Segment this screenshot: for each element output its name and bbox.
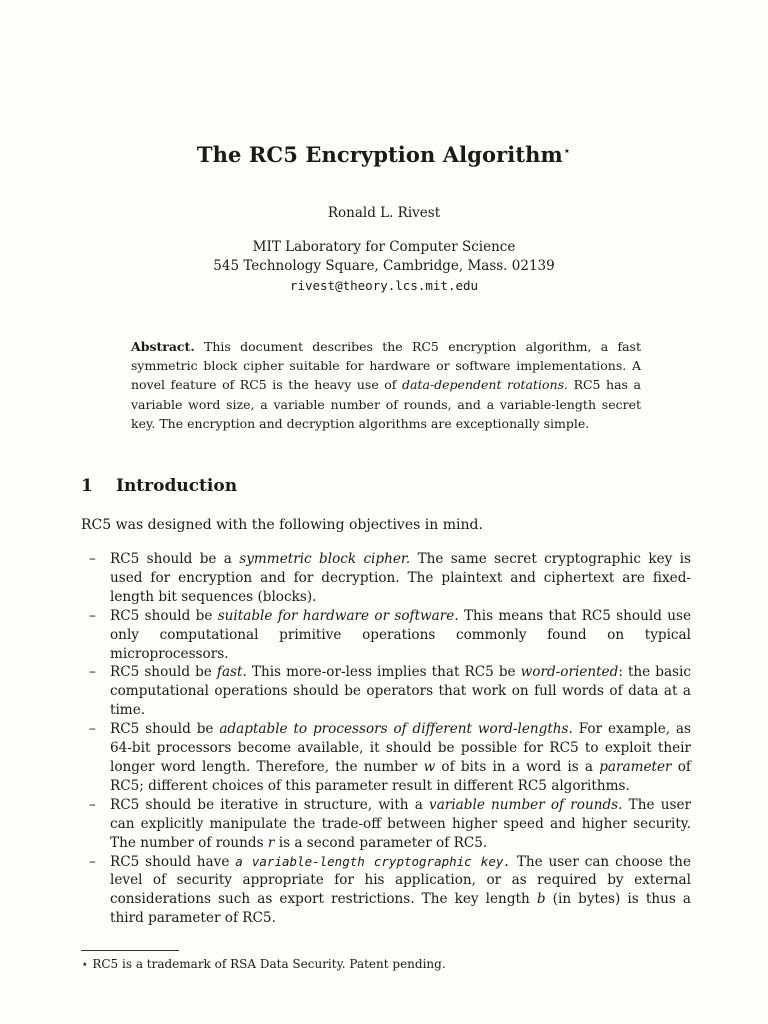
objectives-list — [81, 550, 691, 928]
item-text: is a second parameter of RC5. — [278, 834, 488, 851]
item-text: : the basic computational operations should be operators that work on full words of data at a time. — [110, 664, 691, 719]
bullet-dash: – — [89, 551, 96, 567]
item-text: RC5 should be a — [110, 551, 232, 567]
list-item — [81, 796, 691, 853]
item-emphasis: b — [536, 891, 546, 908]
item-emphasis: variable number of rounds. — [429, 796, 623, 813]
footnote-divider — [81, 950, 179, 951]
item-text: RC5 should be — [110, 607, 213, 624]
item-text: For example, as 64-bit processors become available, it should be possible for RC5 to exploit their longer word length. Therefore, the number — [110, 721, 691, 775]
item-text: of bits in a word is a — [441, 758, 593, 775]
item-text: This means that RC5 should use only computational primitive operations commonly found on typical microprocessors. — [110, 607, 691, 662]
item-emphasis: symmetric block cipher. — [239, 551, 411, 567]
footnote-mark: ⋆ — [81, 957, 89, 971]
paper-title — [0, 142, 768, 167]
section-heading — [81, 476, 237, 496]
bullet-dash: – — [89, 853, 96, 870]
title-text: The RC5 Encryption Algorithm — [196, 142, 563, 167]
item-emphasis: adaptable to processors of different word-lengths. — [219, 721, 573, 738]
item-emphasis: fast. — [216, 664, 247, 681]
abstract-text-1: This document describes the RC5 encryption algorithm, a fast symmetric block cipher suitable for hardware or software implementations. A novel feature of RC5 is the heavy use of — [131, 339, 641, 393]
item-text: of RC5; different choices of this parameter result in different RC5 algorithms. — [110, 758, 691, 794]
affiliation-address: 545 Technology Square, Cambridge, Mass. 02139 — [213, 258, 555, 274]
item-text: The user can explicitly manipulate the trade-off between higher speed and higher security. The number of rounds — [110, 796, 691, 851]
bullet-dash: – — [89, 664, 96, 681]
item-emphasis: a variable-length cryptographic key. — [235, 853, 511, 869]
item-text: RC5 should be iterative in structure, with a — [110, 796, 423, 813]
item-text: The same secret cryptographic key is used for encryption and for decryption. The plaintext and ciphertext are fixed-length bit sequences (blocks). — [110, 551, 691, 605]
list-item — [81, 663, 691, 720]
title-footnote-mark: ⋆ — [562, 144, 572, 159]
item-text: (in bytes) is thus a third parameter of RC5. — [110, 891, 692, 927]
author-name: Ronald L. Rivest — [327, 205, 441, 221]
footnote — [81, 956, 691, 972]
section-title: Introduction — [116, 476, 238, 496]
item-text: RC5 should be — [110, 664, 212, 681]
abstract-text-2: RC5 has a variable word size, a variable number of rounds, and a variable-length secret key. The encryption and decryption algorithms are exceptionally simple. — [131, 377, 641, 431]
bullet-dash: – — [89, 721, 96, 738]
abstract-label: Abstract. — [131, 339, 195, 354]
bullet-dash: – — [89, 796, 96, 813]
item-emphasis: r — [267, 834, 275, 851]
list-item — [81, 550, 691, 607]
item-text: RC5 should be — [110, 721, 214, 738]
section-number: 1 — [81, 476, 93, 496]
item-text: This more-or-less implies that RC5 be — [251, 664, 516, 681]
author-email: rivest@theory.lcs.mit.edu — [289, 278, 479, 293]
intro-lead: RC5 was designed with the following objectives in mind. — [81, 517, 483, 533]
affiliation-block — [0, 238, 768, 295]
item-text: The user can choose the level of security appropriate for his application, or as required by external considerations such as export restrictions. The key length — [110, 853, 691, 908]
bullet-dash: – — [89, 607, 96, 624]
item-emphasis: suitable for hardware or software. — [217, 607, 459, 624]
list-item — [81, 607, 691, 664]
item-emphasis: w — [423, 758, 436, 775]
affiliation-institution: MIT Laboratory for Computer Science — [252, 239, 516, 255]
abstract-emphasis: data-dependent rotations. — [402, 377, 568, 393]
item-emphasis: parameter — [599, 758, 672, 775]
list-item — [81, 720, 691, 796]
abstract — [131, 337, 641, 433]
list-item — [81, 853, 691, 929]
item-emphasis: word-oriented — [520, 664, 619, 681]
item-text: RC5 should have — [110, 853, 230, 870]
footnote-text: RC5 is a trademark of RSA Data Security. Patent pending. — [92, 957, 446, 971]
